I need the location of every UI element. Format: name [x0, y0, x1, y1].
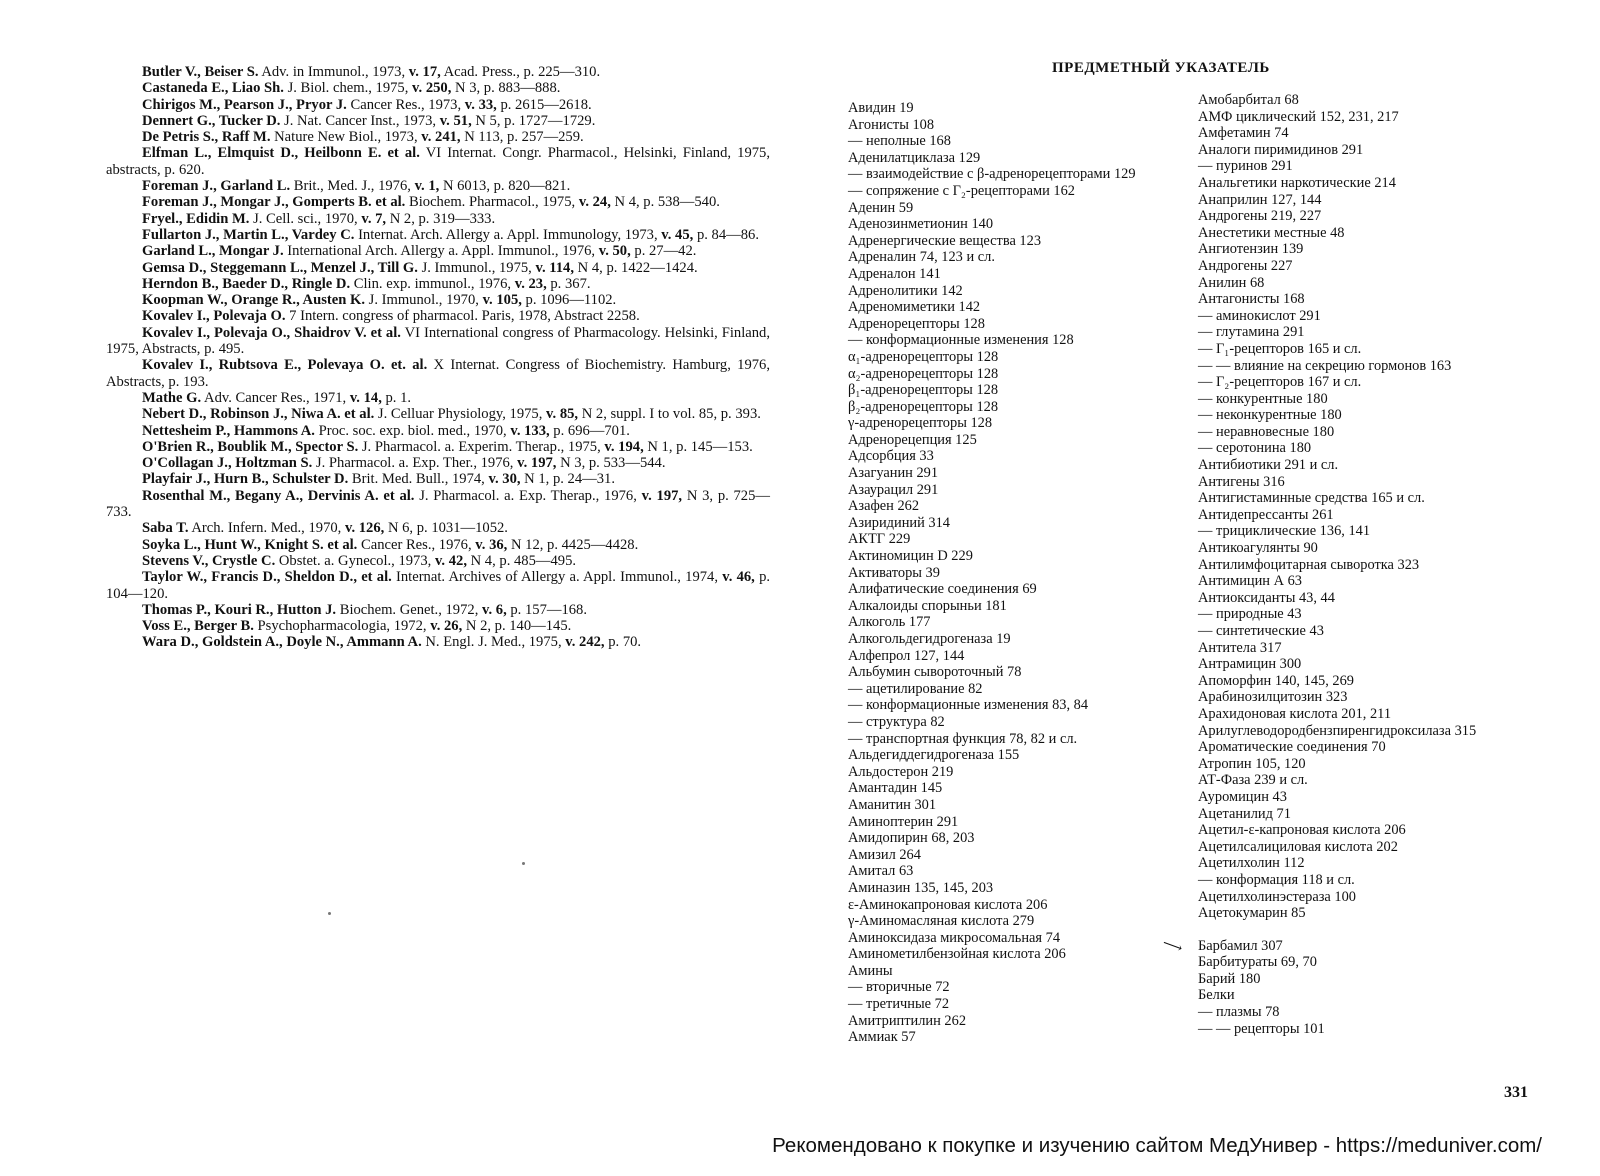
reference-entry [106, 211, 770, 227]
index-entry: — серотонина 180 [1198, 440, 1312, 457]
index-entry: Азафен 262 [848, 498, 920, 515]
reference-authors: v. 242, [565, 634, 605, 651]
index-entry: Ацетилсалициловая кислота 202 [1198, 838, 1398, 855]
index-entry: Агонисты 108 [848, 116, 935, 133]
index-entry: — — влияние на секрецию гормонов 163 [1198, 357, 1452, 374]
reference-authors: v. 250, [412, 80, 452, 97]
reference-entry [106, 569, 770, 602]
reference-authors: Fryel., Edidin M. [142, 210, 250, 227]
index-entry: Амобарбитал 68 [1198, 92, 1299, 108]
index-entry: Альдостерон 219 [848, 763, 954, 780]
reference-authors: O'Brien R., Boublik M., Spector S. [142, 438, 359, 455]
index-entry: Адренергические вещества 123 [848, 232, 1042, 249]
reference-entry [106, 553, 770, 569]
reference-entry [106, 390, 770, 406]
reference-authors: v. 7, [361, 210, 387, 227]
reference-authors: Saba T. [142, 520, 189, 537]
reference-authors: v. 133, [510, 422, 550, 439]
index-entry: α₂-адренорецепторы 128 [848, 365, 999, 382]
reference-citation: Clin. exp. immunol., 1976, [350, 275, 515, 292]
reference-citation: N 6013, p. 820—821. [439, 178, 571, 195]
reference-authors: Kovalev I., Rubtsova E., Polevaya O. et. al. [142, 357, 428, 374]
reference-citation: p. 157—168. [506, 601, 587, 618]
reference-citation: Biochem. Pharmacol., 1975, [405, 194, 579, 211]
reference-citation: p. 1096—1102. [521, 292, 617, 309]
reference-citation: N 2, p. 140—145. [462, 618, 572, 635]
reference-entry [106, 80, 770, 96]
reference-authors: Castaneda E., Liao Sh. [142, 80, 284, 97]
reference-authors: v. 6, [482, 601, 507, 618]
index-entry: Активаторы 39 [848, 564, 940, 581]
index-entry: Аманитин 301 [848, 796, 937, 813]
reference-citation: Proc. soc. exp. biol. med., 1970, [314, 422, 511, 439]
index-entry: Адсорбция 33 [848, 448, 934, 465]
reference-citation: X Internat. Congress of Biochemistry. Hamburg, 1976, Abstracts, p. 193. [106, 357, 770, 390]
index-entry: Алифатические соединения 69 [848, 581, 1037, 598]
index-entry: — синтетические 43 [1198, 623, 1324, 639]
reference-citation: J. Immunol., 1970, [365, 292, 483, 309]
index-entry: — взаимодействие с β-адренорецепторами 129 [848, 166, 1136, 183]
reference-citation: Internat. Arch. Allergy a. Appl. Immunology, 1973, [354, 226, 662, 243]
index-entry: — конкурентные 180 [1198, 390, 1328, 407]
reference-citation: Brit. Med. Bull., 1974, [348, 471, 489, 488]
index-entry: Ацетанилид 71 [1198, 805, 1291, 822]
reference-citation: p. 27—42. [630, 243, 697, 260]
index-entry: — неполные 168 [848, 133, 951, 150]
reference-citation: Psychopharmacologia, 1972, [253, 618, 431, 635]
reference-citation: N. Engl. J. Med., 1975, [421, 634, 566, 651]
index-entry: Антагонисты 168 [1198, 291, 1305, 308]
right-page [800, 0, 1600, 1176]
reference-citation: J. Pharmacol. a. Exp. Ther., 1976, [312, 455, 518, 472]
index-entry: Анаприлин 127, 144 [1198, 191, 1322, 208]
reference-citation: Nature New Biol., 1973, [270, 129, 422, 146]
reference-entry [106, 520, 770, 536]
index-entry: АКТГ 229 [848, 531, 911, 548]
index-entry: — аминокислот 291 [1198, 307, 1321, 324]
reference-citation: J. Pharmacol. a. Exp. Therap., 1976, [414, 487, 642, 504]
reference-citation: p. 104—120. [106, 569, 771, 602]
reference-entry [106, 178, 770, 194]
index-entry: Антигены 316 [1198, 473, 1285, 490]
index-entry: — конформационные изменения 128 [848, 332, 1074, 349]
reference-entry [106, 145, 770, 178]
scan-speck [328, 912, 331, 915]
index-entry: γ-адренорецепторы 128 [848, 415, 993, 432]
reference-citation: N 3, p. 883—888. [451, 80, 561, 97]
index-entry: Андрогены 219, 227 [1198, 208, 1322, 225]
reference-citation: N 6, p. 1031—1052. [384, 520, 508, 537]
index-entry: Анилин 68 [1198, 274, 1265, 291]
index-entry: — Г₂-рецепторов 167 и сл. [1198, 374, 1362, 391]
reference-authors: v. 17, [408, 64, 441, 80]
index-entry: — Г₁-рецепторов 165 и сл. [1198, 340, 1362, 357]
index-entry: Атропин 105, 120 [1198, 755, 1306, 772]
reference-citation: Cancer Res., 1973, [346, 96, 465, 113]
index-entry: — неравновесные 180 [1198, 423, 1335, 440]
index-entry: β₂-адренорецепторы 128 [848, 398, 999, 415]
index-entry: Арахидоновая кислота 201, 211 [1198, 705, 1392, 722]
index-entry: Ауромицин 43 [1198, 788, 1287, 805]
index-entry: АТ-Фаза 239 и сл. [1198, 772, 1308, 789]
reference-authors: v. 33, [464, 96, 497, 113]
reference-authors: v. 24, [578, 194, 611, 211]
index-entry: — пуринов 291 [1198, 158, 1293, 175]
index-entry: Амитал 63 [848, 863, 914, 880]
reference-citation: Acad. Press., p. 225—310. [440, 64, 601, 80]
reference-entry [106, 97, 770, 113]
reference-authors: Fullarton J., Martin L., Vardey C. [142, 226, 355, 243]
reference-citation: International Arch. Allergy a. Appl. Immunol., 1976, [283, 243, 599, 260]
index-entry: Антигистаминные средства 165 и сл. [1198, 490, 1425, 507]
reference-authors: v. 51, [439, 112, 472, 129]
reference-citation: N 4, p. 538—540. [610, 194, 720, 211]
reference-authors: v. 194, [604, 438, 644, 455]
index-entry: Авидин 19 [848, 100, 914, 116]
reference-entry [106, 276, 770, 292]
index-entry: Амантадин 145 [848, 780, 943, 797]
index-entry: Аминоптерин 291 [848, 813, 959, 830]
reference-authors: v. 14, [349, 389, 382, 406]
index-entry: Антиоксиданты 43, 44 [1198, 589, 1335, 606]
index-entry: Аденозинметионин 140 [848, 216, 994, 233]
reference-citation: J. Cell. sci., 1970, [249, 210, 362, 227]
index-entry: — глутамина 291 [1198, 324, 1305, 341]
reference-entry [106, 439, 770, 455]
index-entry: Адренорецепция 125 [848, 431, 977, 448]
reference-authors: v. 114, [535, 259, 575, 276]
index-entry: Барий 180 [1198, 970, 1261, 987]
index-entry: Арилуглеводородбензпиренгидроксилаза 315 [1198, 722, 1477, 739]
reference-authors: Kovalev I., Polevaja O. [142, 308, 286, 325]
reference-entry [106, 325, 770, 358]
index-entry: Адреномиметики 142 [848, 299, 981, 316]
index-entry: Амизил 264 [848, 846, 921, 863]
reference-entry [106, 129, 770, 145]
reference-authors: Taylor W., Francis D., Sheldon D., et al. [142, 569, 392, 586]
index-entry: Ацетил-ε-капроновая кислота 206 [1198, 822, 1406, 839]
reference-authors: Soyka L., Hunt W., Knight S. et al. [142, 536, 358, 553]
index-entry: Аммиак 57 [848, 1029, 916, 1046]
index-entry: — сопряжение с Г₂-рецепторами 162 [848, 182, 1075, 199]
index-entry: — трициклические 136, 141 [1198, 523, 1371, 540]
index-entry: Анестетики местные 48 [1198, 224, 1345, 241]
reference-authors: Herndon B., Baeder D., Ringle D. [142, 275, 351, 292]
reference-entry [106, 64, 770, 80]
reference-authors: Nettesheim P., Hammons A. [142, 422, 315, 439]
index-entry: Ароматические соединения 70 [1198, 739, 1386, 756]
reference-authors: Stevens V., Crystle C. [142, 552, 276, 569]
index-entry: Антилимфоцитарная сыворотка 323 [1198, 556, 1420, 573]
index-entry: Аденин 59 [848, 199, 914, 216]
reference-authors: Garland L., Mongar J. [142, 243, 284, 260]
reference-authors: v. 46, [722, 569, 755, 586]
index-entry: Адреналин 74, 123 и сл. [848, 249, 995, 266]
reference-authors: Chirigos M., Pearson J., Pryor J. [142, 96, 347, 113]
reference-entry [106, 618, 770, 634]
index-entry: Азагуанин 291 [848, 465, 939, 482]
index-entry: β₁-адренорецепторы 128 [848, 382, 999, 399]
reference-authors: Mathe G. [142, 389, 202, 406]
index-entry: ε-Аминокапроновая кислота 206 [848, 896, 1048, 913]
scan-speck [522, 862, 525, 865]
reference-citation: N 113, p. 257—259. [460, 129, 584, 146]
reference-authors: Playfair J., Hurn B., Schulster D. [142, 471, 349, 488]
references-list [106, 64, 770, 651]
reference-authors: Thomas P., Kouri R., Hutton J. [142, 601, 337, 618]
reference-authors: Foreman J., Garland L. [142, 178, 291, 195]
index-entry: — транспортная функция 78, 82 и сл. [848, 730, 1078, 747]
reference-citation: p. 1. [381, 389, 412, 406]
reference-citation: N 4, p. 485—495. [466, 552, 577, 569]
reference-authors: Kovalev I., Polevaja O., Shaidrov V. et al. [142, 324, 401, 341]
letter-section-gap [1198, 922, 1548, 938]
reference-authors: v. 197, [641, 487, 683, 504]
reference-entry [106, 260, 770, 276]
reference-entry [106, 406, 770, 422]
reference-authors: Wara D., Goldstein A., Doyle N., Ammann A. [142, 634, 422, 651]
index-entry: Анальгетики наркотические 214 [1198, 174, 1396, 191]
reference-citation: Cancer Res., 1976, [357, 536, 476, 553]
reference-authors: Nebert D., Robinson J., Niwa A. et al. [142, 406, 375, 423]
reference-citation: J. Pharmacol. a. Experim. Therap., 1975, [358, 438, 605, 455]
reference-authors: Gemsa D., Steggemann L., Menzel J., Till G. [142, 259, 418, 276]
index-entry: Азаурацил 291 [848, 481, 939, 498]
reference-citation: N 4, p. 1422—1424. [574, 259, 698, 276]
index-entry: Адренорецепторы 128 [848, 315, 985, 332]
reference-entry [106, 455, 770, 471]
reference-authors: v. 42, [434, 552, 467, 569]
reference-citation: Biochem. Genet., 1972, [336, 601, 482, 618]
reference-entry [106, 227, 770, 243]
index-entry: — ацетилирование 82 [848, 680, 983, 697]
reference-authors: v. 85, [546, 406, 579, 423]
reference-citation: N 1, p. 145—153. [643, 438, 753, 455]
index-section-b [1160, 935, 1548, 1038]
reference-authors: v. 23, [514, 275, 547, 292]
index-entry: — природные 43 [1198, 606, 1302, 623]
reference-authors: v. 26, [430, 618, 463, 635]
index-entry: — плазмы 78 [1198, 1004, 1280, 1021]
index-entry: Азиридиний 314 [848, 514, 950, 531]
reference-authors: Voss E., Berger B. [142, 618, 254, 635]
reference-citation: p. 2615—2618. [496, 96, 592, 113]
reference-citation: N 5, p. 1727—1729. [471, 112, 596, 129]
reference-entry [106, 308, 770, 324]
reference-authors: Foreman J., Mongar J., Gomperts B. et al. [142, 194, 406, 211]
index-entry: Аденилатциклаза 129 [848, 149, 981, 166]
pen-mark-icon: ⟶ [1160, 935, 1185, 957]
index-entry: — конформация 118 и сл. [1198, 871, 1355, 888]
reference-citation: N 3, p. 533—544. [556, 455, 666, 472]
reference-entry [106, 602, 770, 618]
reference-entry [106, 292, 770, 308]
index-entry: α₁-адренорецепторы 128 [848, 348, 999, 365]
reference-citation: N 3, p. 725—733. [106, 487, 770, 521]
index-entry: — структура 82 [848, 713, 945, 730]
index-entry: Белки [1198, 987, 1235, 1004]
reference-entry [106, 537, 770, 553]
reference-authors: v. 126, [344, 520, 385, 537]
index-entry: Антикоагулянты 90 [1198, 540, 1318, 557]
index-entry: Ацетокумарин 85 [1198, 905, 1306, 922]
index-entry: Актиномицин D 229 [848, 548, 973, 565]
reference-citation: J. Immunol., 1975, [417, 259, 536, 276]
reference-authors: Koopman W., Orange R., Austen K. [142, 292, 365, 309]
reference-authors: Rosenthal M., Begany A., Dervinis A. et al. [142, 487, 415, 504]
reference-entry [106, 471, 770, 487]
index-title: ПРЕДМЕТНЫЙ УКАЗАТЕЛЬ [1052, 60, 1270, 76]
reference-entry [106, 634, 770, 650]
index-entry: Алкалоиды спорыньи 181 [848, 597, 1007, 614]
reference-citation: VI Internat. Congr. Pharmacol., Helsinki, Finland, 1975, abstracts, p. 620. [106, 145, 770, 178]
reference-entry [106, 194, 770, 210]
index-entry: Антибиотики 291 и сл. [1198, 457, 1339, 474]
reference-authors: Elfman L., Elmquist D., Heilbonn E. et al. [142, 145, 420, 162]
reference-citation: VI International congress of Pharmacology. Helsinki, Finland, 1975, Abstracts, p. 495. [106, 324, 770, 358]
reference-authors: v. 50, [598, 243, 631, 260]
reference-citation: Internat. Archives of Allergy a. Appl. Immunol., 1974, [391, 569, 723, 586]
index-entry: γ-Аминомасляная кислота 279 [848, 913, 1035, 930]
reference-authors: v. 36, [475, 536, 508, 553]
index-entry: Аналоги пиримидинов 291 [1198, 141, 1364, 158]
reference-citation: J. Nat. Cancer Inst., 1973, [280, 112, 440, 129]
reference-citation: p. 70. [604, 634, 642, 651]
index-entry: — неконкурентные 180 [1198, 407, 1342, 424]
index-entry: Амитриптилин 262 [848, 1012, 967, 1029]
index-entry: Амидопирин 68, 203 [848, 830, 975, 847]
reference-citation: Arch. Infern. Med., 1970, [188, 520, 345, 537]
index-entry: Аминометилбензойная кислота 206 [848, 946, 1066, 963]
footer-recommendation: Рекомендовано к покупке и изучению сайтом МедУнивер - https://meduniver.com/ [772, 1134, 1542, 1157]
reference-citation: Adv. in Immunol., 1973, [258, 64, 409, 80]
page-number: 331 [1504, 1084, 1528, 1101]
reference-authors: O'Collagan J., Holtzman S. [142, 455, 313, 472]
index-entry: Антитела 317 [1198, 639, 1282, 656]
reference-citation: p. 367. [546, 275, 591, 292]
reference-authors: v. 197, [517, 455, 557, 472]
reference-citation: N 2, p. 319—333. [386, 210, 496, 227]
reference-authors: v. 105, [482, 292, 522, 309]
reference-entry [106, 113, 770, 129]
index-entry: Аминазин 135, 145, 203 [848, 879, 994, 896]
index-entry: Ацетилхолин 112 [1198, 855, 1305, 872]
index-entry: Альдегиддегидрогеназа 155 [848, 747, 1020, 764]
index-entry: — вторичные 72 [848, 979, 950, 996]
reference-citation: p. 696—701. [549, 422, 630, 439]
reference-authors: v. 30, [488, 471, 521, 488]
reference-citation: N 12, p. 4425—4428. [507, 536, 639, 553]
index-entry: Антидепрессанты 261 [1198, 506, 1334, 523]
index-entry: Алфепрол 127, 144 [848, 647, 965, 664]
reference-citation: Obstet. a. Gynecol., 1973, [275, 552, 435, 569]
reference-authors: Dennert G., Tucker D. [142, 112, 281, 129]
reference-authors: v. 241, [421, 129, 461, 146]
reference-citation: N 1, p. 24—31. [520, 471, 615, 488]
index-entry: Апоморфин 140, 145, 269 [1198, 672, 1354, 689]
index-entry: Антрамицин 300 [1198, 656, 1302, 673]
reference-citation: 7 Intern. congress of pharmacol. Paris, 1978, Abstract 2258. [285, 308, 640, 325]
index-entry: Арабинозилцитозин 323 [1198, 689, 1348, 706]
index-entry: — — рецепторы 101 [1198, 1020, 1325, 1037]
reference-citation: N 2, suppl. I to vol. 85, p. 393. [578, 406, 761, 423]
index-entry: Алкогольдегидрогеназа 19 [848, 631, 1011, 647]
index-entry: Ацетилхолинэстераза 100 [1198, 888, 1356, 905]
reference-citation: Brit., Med. J., 1976, [290, 178, 415, 195]
index-entry: Алкоголь 177 [848, 614, 931, 631]
index-entry: Аминоксидаза микросомальная 74 [848, 929, 1061, 946]
index-entry: Барбитураты 69, 70 [1198, 954, 1317, 971]
index-entry: Андрогены 227 [1198, 257, 1293, 274]
index-entry: Альбумин сывороточный 78 [848, 664, 1022, 681]
index-entry: — конформационные изменения 83, 84 [848, 697, 1089, 714]
reference-entry [106, 423, 770, 439]
index-entry: Адренолитики 142 [848, 282, 963, 299]
reference-citation: Adv. Cancer Res., 1971, [201, 389, 350, 406]
reference-citation: J. Celluar Physiology, 1975, [374, 406, 547, 423]
reference-authors: Butler V., Beiser S. [142, 64, 259, 80]
reference-citation: p. 84—86. [693, 226, 759, 243]
index-entry: Антимицин А 63 [1198, 573, 1302, 590]
index-entry: — третичные 72 [848, 996, 950, 1013]
index-entry: АМФ циклический 152, 231, 217 [1198, 108, 1399, 125]
index-entry: Адреналон 141 [848, 265, 941, 282]
reference-authors: v. 45, [661, 226, 694, 243]
reference-authors: De Petris S., Raff M. [142, 129, 271, 146]
index-column-b [1160, 92, 1548, 1037]
reference-authors: v. 1, [414, 178, 440, 195]
index-entry: Барбамил 307 [1198, 937, 1283, 954]
reference-entry [106, 243, 770, 259]
index-entry: Ангиотензин 139 [1198, 241, 1304, 258]
index-entry: Амфетамин 74 [1198, 125, 1289, 142]
reference-citation: J. Biol. chem., 1975, [283, 80, 413, 97]
reference-entry [106, 357, 770, 390]
index-column-a [848, 100, 1198, 1046]
reference-entry [106, 488, 770, 521]
index-entry: Амины [848, 962, 893, 979]
